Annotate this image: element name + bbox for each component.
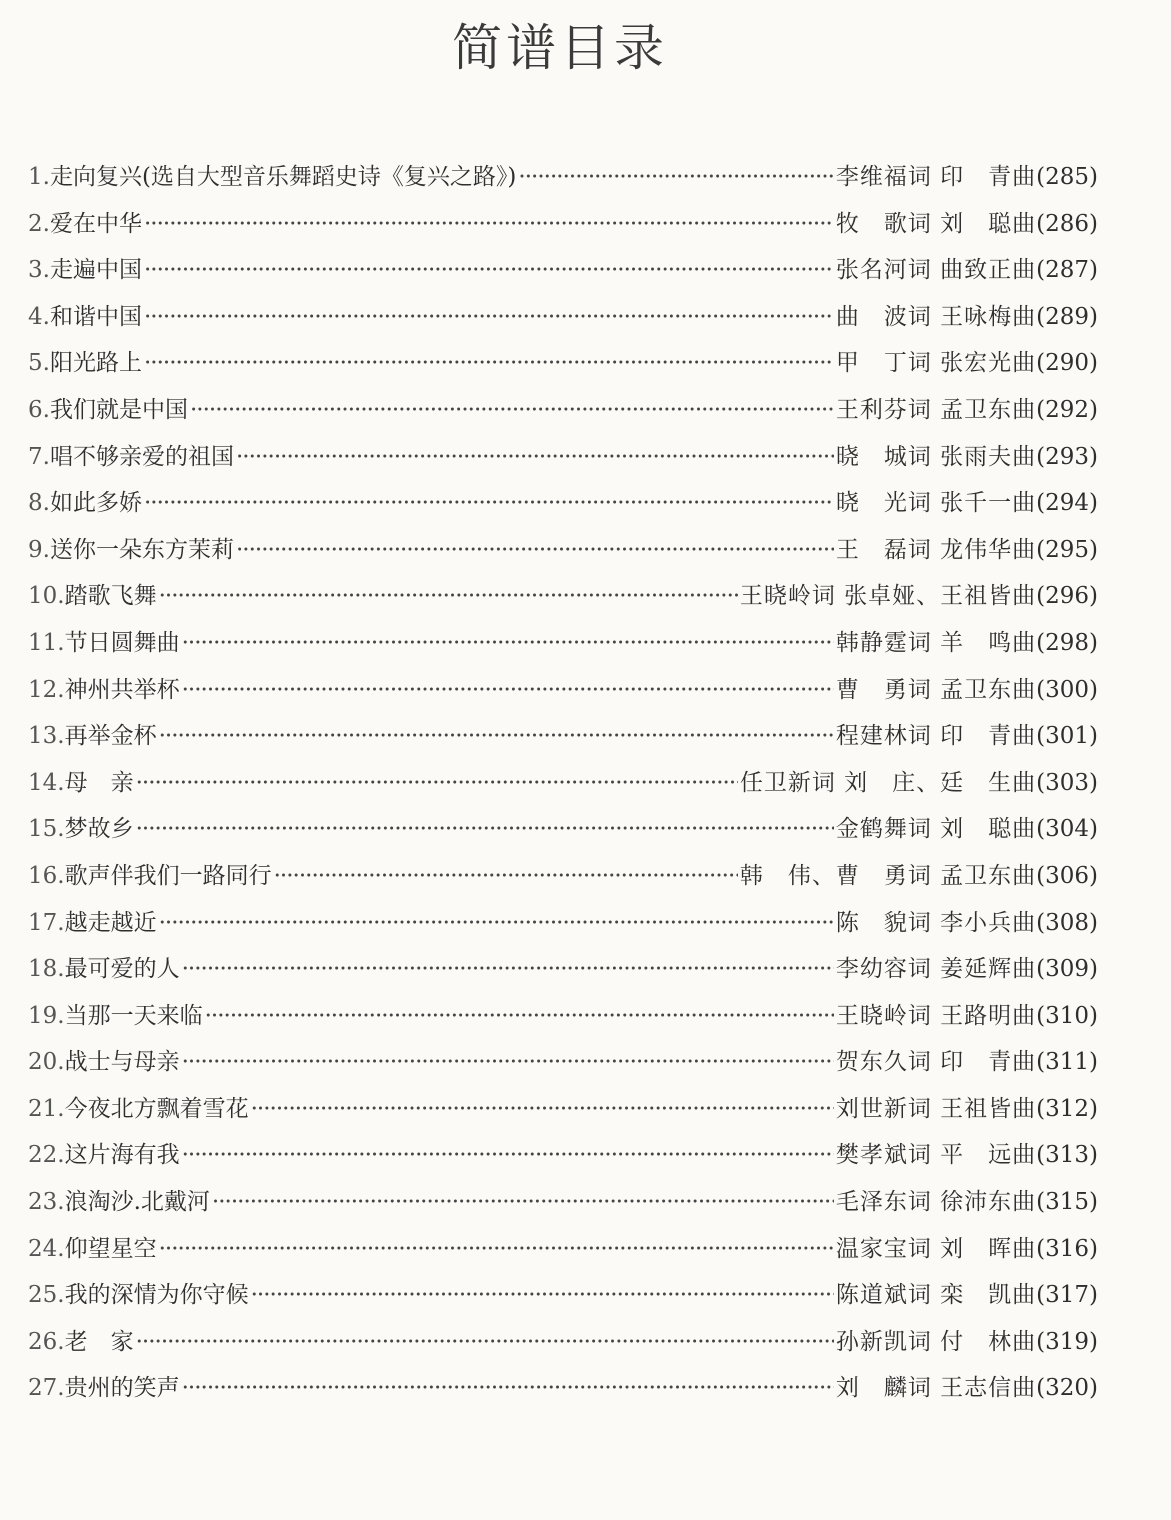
leader-dots <box>144 247 834 293</box>
song-title: 歌声伴我们一路同行 <box>64 862 272 889</box>
page-number: (296) <box>1036 583 1098 610</box>
song-credit: 曲 波词 王咏梅曲 <box>835 303 1037 330</box>
song-title: 浪淘沙.北戴河 <box>64 1189 210 1216</box>
leader-dots <box>159 573 738 619</box>
song-credit: 刘世新词 王祖皆曲 <box>835 1095 1037 1122</box>
entry-number: 23. <box>28 1189 65 1216</box>
entry-number: 4. <box>28 303 50 330</box>
entry-number: 10. <box>28 583 65 610</box>
leader-dots <box>251 1272 834 1318</box>
song-title: 我们就是中国 <box>49 396 188 423</box>
entry-number: 5. <box>28 350 50 377</box>
entry-number: 1. <box>28 164 50 190</box>
page-number: (292) <box>1036 396 1098 423</box>
page-number: (320) <box>1036 1375 1098 1402</box>
page-number: (295) <box>1036 536 1098 563</box>
song-credit: 甲 丁词 张宏光曲 <box>835 350 1037 377</box>
leader-dots <box>190 387 834 433</box>
song-credit: 晓 城词 张雨夫曲 <box>835 443 1037 470</box>
song-title: 这片海有我 <box>64 1142 180 1169</box>
toc-entry[interactable] <box>28 294 1098 341</box>
page-number: (315) <box>1036 1189 1098 1216</box>
entry-number: 3. <box>28 257 50 284</box>
leader-dots <box>144 340 834 386</box>
toc-entry[interactable] <box>28 760 1098 807</box>
page-number: (316) <box>1036 1235 1098 1262</box>
song-title: 仰望星空 <box>64 1235 157 1262</box>
toc-entry[interactable] <box>28 573 1098 620</box>
song-credit: 韩 伟、曹 勇词 孟卫东曲 <box>739 862 1037 889</box>
toc-entry[interactable] <box>28 1272 1098 1319</box>
entry-number: 20. <box>28 1049 65 1076</box>
song-title: 送你一朵东方茉莉 <box>49 536 234 563</box>
toc-entry[interactable] <box>28 527 1098 574</box>
page-number: (298) <box>1036 629 1098 656</box>
toc-entry[interactable] <box>28 1179 1098 1226</box>
leader-dots <box>182 667 834 713</box>
leader-dots <box>212 1179 834 1225</box>
toc-entry[interactable] <box>28 667 1098 714</box>
entry-number: 26. <box>28 1328 65 1355</box>
leader-dots <box>136 1319 834 1365</box>
toc-entry[interactable] <box>28 340 1098 387</box>
leader-dots <box>144 294 834 340</box>
song-title: 踏歌飞舞 <box>64 583 157 610</box>
song-title: 神州共举杯 <box>64 676 180 703</box>
song-credit: 韩静霆词 羊 鸣曲 <box>835 629 1037 656</box>
song-title: 最可爱的人 <box>64 956 180 983</box>
song-title: 和谐中国 <box>49 303 142 330</box>
page-number: (319) <box>1036 1328 1098 1355</box>
song-credit: 李幼容词 姜延辉曲 <box>835 956 1037 983</box>
toc-entry[interactable] <box>28 154 1098 201</box>
entry-number: 6. <box>28 396 50 423</box>
page-number: (308) <box>1036 909 1098 936</box>
entry-number: 24. <box>28 1235 65 1262</box>
song-credit: 王 磊词 龙伟华曲 <box>835 536 1037 563</box>
page-number: (285) <box>1036 164 1098 190</box>
toc-entry[interactable] <box>28 713 1098 760</box>
toc-entry[interactable] <box>28 900 1098 947</box>
leader-dots <box>136 806 834 852</box>
leader-dots <box>182 620 834 666</box>
toc-entry[interactable] <box>28 201 1098 248</box>
song-credit: 曹 勇词 孟卫东曲 <box>835 676 1037 703</box>
song-title: 越走越近 <box>64 909 157 936</box>
page-number: (303) <box>1036 769 1098 796</box>
leader-dots <box>159 713 834 759</box>
entry-number: 16. <box>28 862 65 889</box>
toc-entry[interactable] <box>28 946 1098 993</box>
song-title: 走遍中国 <box>49 257 142 284</box>
toc-entry[interactable] <box>28 387 1098 434</box>
leader-dots <box>182 946 834 992</box>
song-credit: 樊孝斌词 平 远曲 <box>835 1142 1037 1169</box>
page-number: (294) <box>1036 490 1098 517</box>
song-credit: 孙新凯词 付 林曲 <box>835 1328 1037 1355</box>
song-credit: 李维福词 印 青曲 <box>835 164 1037 190</box>
entry-number: 7. <box>28 443 50 470</box>
page-number: (289) <box>1036 303 1098 330</box>
leader-dots <box>182 1132 834 1178</box>
toc-entry[interactable] <box>28 1039 1098 1086</box>
song-credit: 毛泽东词 徐沛东曲 <box>835 1189 1037 1216</box>
song-credit: 刘 麟词 王志信曲 <box>835 1375 1037 1402</box>
song-title: 唱不够亲爱的祖国 <box>49 443 234 470</box>
toc-entry[interactable] <box>28 1226 1098 1273</box>
song-title: 今夜北方飘着雪花 <box>64 1095 249 1122</box>
toc-entry[interactable] <box>28 993 1098 1040</box>
leader-dots <box>205 993 834 1039</box>
song-credit: 陈 貌词 李小兵曲 <box>835 909 1037 936</box>
page-number: (287) <box>1036 257 1098 284</box>
page-number: (310) <box>1036 1002 1098 1029</box>
entry-number: 25. <box>28 1282 65 1309</box>
song-title: 母 亲 <box>64 769 134 796</box>
song-credit: 陈道斌词 栾 凯曲 <box>835 1282 1037 1309</box>
page-title: 简谱目录 <box>452 19 668 77</box>
song-title: 贵州的笑声 <box>64 1375 180 1402</box>
toc-entry[interactable] <box>28 853 1098 900</box>
song-credit: 王利芬词 孟卫东曲 <box>835 396 1037 423</box>
song-title: 再举金杯 <box>64 723 157 750</box>
toc-entry[interactable] <box>28 434 1098 481</box>
entry-number: 17. <box>28 909 65 936</box>
leader-dots <box>144 480 834 526</box>
toc-entry[interactable] <box>28 1319 1098 1366</box>
page-number: (311) <box>1036 1049 1098 1076</box>
entry-number: 18. <box>28 956 65 983</box>
leader-dots <box>182 1039 834 1085</box>
song-title: 节日圆舞曲 <box>64 629 180 656</box>
toc-entry[interactable] <box>28 247 1098 294</box>
leader-dots <box>159 900 834 946</box>
toc-entry[interactable] <box>28 620 1098 667</box>
leader-dots <box>144 201 834 247</box>
song-credit: 温家宝词 刘 晖曲 <box>835 1235 1037 1262</box>
leader-dots <box>518 154 833 200</box>
toc-entry[interactable] <box>28 1132 1098 1179</box>
toc-entry[interactable] <box>28 1086 1098 1133</box>
entry-number: 19. <box>28 1002 65 1029</box>
song-title: 当那一天来临 <box>64 1002 203 1029</box>
toc-entry[interactable] <box>28 480 1098 527</box>
song-credit: 王晓岭词 王路明曲 <box>835 1002 1037 1029</box>
entry-number: 27. <box>28 1375 65 1402</box>
page-number: (293) <box>1036 443 1098 470</box>
page-number: (300) <box>1036 676 1098 703</box>
song-title: 老 家 <box>64 1328 134 1355</box>
song-credit: 晓 光词 张千一曲 <box>835 490 1037 517</box>
entry-number: 13. <box>28 723 65 750</box>
page-number: (313) <box>1036 1142 1098 1169</box>
song-credit: 王晓岭词 张卓娅、王祖皆曲 <box>739 583 1037 610</box>
leader-dots <box>136 760 738 806</box>
leader-dots <box>236 527 834 573</box>
page-number: (286) <box>1036 210 1098 237</box>
song-title: 战士与母亲 <box>64 1049 180 1076</box>
song-credit: 牧 歌词 刘 聪曲 <box>835 210 1037 237</box>
song-credit: 任卫新词 刘 庄、廷 生曲 <box>739 769 1037 796</box>
page-number: (290) <box>1036 350 1098 377</box>
page-number: (309) <box>1036 956 1098 983</box>
leader-dots <box>251 1086 834 1132</box>
leader-dots <box>159 1226 834 1272</box>
page-number: (312) <box>1036 1095 1098 1122</box>
entry-number: 8. <box>28 490 50 517</box>
leader-dots <box>182 1365 834 1411</box>
song-credit: 金鹤舞词 刘 聪曲 <box>835 816 1037 843</box>
song-credit: 张名河词 曲致正曲 <box>835 257 1037 284</box>
entry-number: 9. <box>28 536 50 563</box>
leader-dots <box>236 434 834 480</box>
entry-number: 2. <box>28 210 50 237</box>
toc-entry[interactable] <box>28 1365 1098 1412</box>
song-title: 爱在中华 <box>49 210 142 237</box>
page-number: (317) <box>1036 1282 1098 1309</box>
entry-number: 22. <box>28 1142 65 1169</box>
song-title: 走向复兴(选自大型音乐舞蹈史诗《复兴之路》) <box>49 164 517 190</box>
entry-number: 21. <box>28 1095 65 1122</box>
entry-number: 14. <box>28 769 65 796</box>
entry-number: 11. <box>28 629 65 656</box>
song-title: 如此多娇 <box>49 490 142 517</box>
page-number: (306) <box>1036 862 1098 889</box>
leader-dots <box>274 853 738 899</box>
page-number: (304) <box>1036 816 1098 843</box>
song-title: 梦故乡 <box>64 816 134 843</box>
song-title: 我的深情为你守候 <box>64 1282 249 1309</box>
song-title: 阳光路上 <box>49 350 142 377</box>
song-credit: 贺东久词 印 青曲 <box>835 1049 1037 1076</box>
toc-entry[interactable] <box>28 806 1098 853</box>
page-number: (301) <box>1036 723 1098 750</box>
table-of-contents <box>28 154 1098 1412</box>
entry-number: 12. <box>28 676 65 703</box>
entry-number: 15. <box>28 816 65 843</box>
song-credit: 程建林词 印 青曲 <box>835 723 1037 750</box>
